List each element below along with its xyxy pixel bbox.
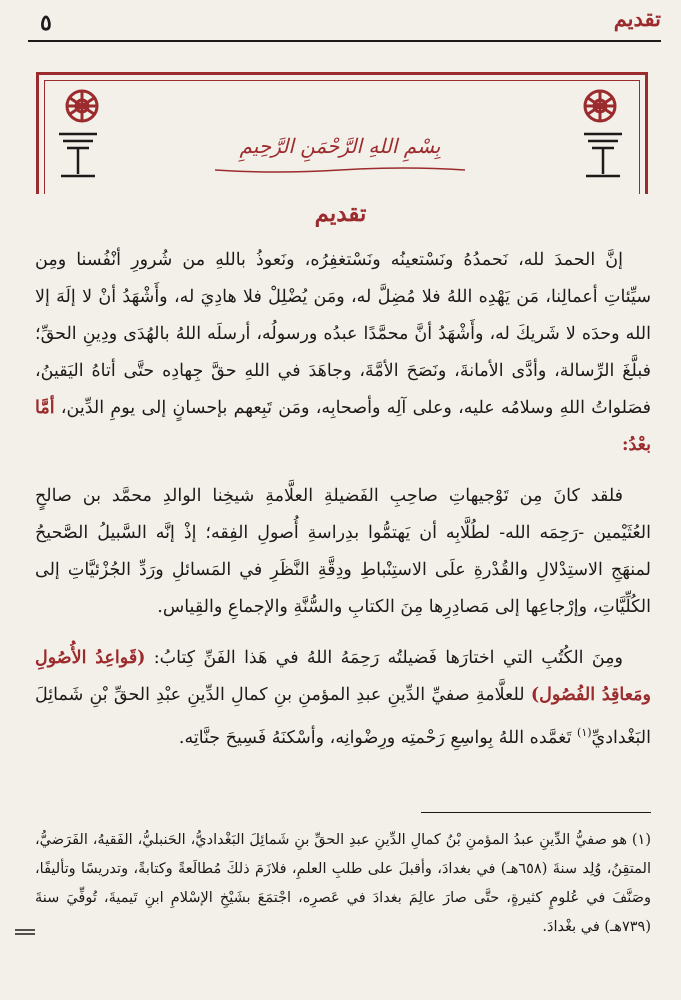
- paragraph-3-start: ومِنَ الكُتُبِ التي اختارَها فَضيلتُه رَحِمَهُ اللهُ في هَذا الفَنِّ كِتابُ:: [153, 648, 623, 668]
- paragraph-3-end: تَغمَّده اللهُ بِواسِعِ رَحْمتِه ورِضْوانِه، وأسْكنَهُ فَسِيحَ جنَّاتِه.: [178, 727, 572, 748]
- amma-bad-phrase: أمَّا بعْدُ:: [35, 398, 651, 455]
- running-title: تقديم: [613, 6, 661, 31]
- knot-ornament-icon: [62, 86, 102, 126]
- paragraph-3-mid: للعلَّامةِ صفيِّ الدِّينِ عبدِ المؤمنِ بنِ كمالِ الدِّينِ عبْدِ الحقِّ بْنِ شَمائِلَ البَغْداديِّ: [35, 685, 651, 748]
- paragraph-3: [35, 640, 651, 757]
- basmala-calligraphy: بِسْمِ اللهِ الرَّحْمَنِ الرَّحِيمِ: [239, 134, 441, 158]
- page-number: ٥: [40, 10, 52, 36]
- section-title: تقديم: [314, 200, 367, 227]
- pillar-ornament-icon: [580, 130, 626, 182]
- paragraph-1: [35, 242, 651, 464]
- footnote-rule: [421, 812, 651, 813]
- basmala-flourish: [215, 166, 465, 174]
- body-text: [35, 242, 651, 757]
- footnote-reference: (١): [577, 726, 592, 739]
- paragraph-1-text: إنَّ الحمدَ لله، نَحمدُهُ ونَسْتعينُه ونَسْتغفِرُه، ونَعوذُ باللهِ من شُرورِ أنْفُسنا ومِن سيِّئاتِ أعمالِنا، مَن يَهْدِه اللهُ فلا مُضِلَّ له، ومَن يُضْلِلْ فلا هادِيَ له، وأَشْهَدُ أنْ لا إلَهَ إلا الله وحدَه لا شَريكَ له، وأَشْهَدُ أنَّ محمَّدًا عبدُه ورسولُه، أرسلَه اللهُ بالهُدَى ودِينِ الحقِّ؛ فبلَّغَ الرِّسالة، وأدَّى الأمانةَ، ونَصَحَ الأمَّةَ، وجاهَدَ في اللهِ حقَّ جِهادِه حتَّى أتاهُ اليَقينُ، فصَلواتُ اللهِ وسلامُه عليه، وعلى آلِه وأصحابِه، ومَن تَبِعهم بإحسانٍ إلى يومِ الدِّين،: [35, 250, 651, 418]
- continuation-mark-icon: [14, 928, 36, 936]
- header-rule: [28, 40, 661, 42]
- book-title: (قَواعِدُ الأُصُولِ ومَعاقِدُ الفُصُول): [35, 648, 651, 705]
- knot-ornament-icon: [580, 86, 620, 126]
- paragraph-2: فلقد كانَ مِن تَوْجيهاتِ صاحِبِ الفَضيلةِ العلَّامةِ شيخِنا الوالدِ محمَّد بن صالحٍ العُثَيْمين -رَحِمَه الله- لطُلَّابِه أن يَهتمُّوا بدِراسةِ أُصولِ الفِقه؛ إذْ إنَّه السَّبيلُ الصَّحيحُ لمنهَجِ الاستِدْلالِ والقُدْرةِ علَى الاستِنْباطِ ودِقَّةِ النَّظَرِ في المَسائلِ ورَدِّ الجُزْئيَّاتِ إلى الكُلِّيَّاتِ، وإرْجاعِها إلى مَصادِرِها مِنَ الكتابِ والسُّنَّةِ والإجماعِ والقِياس.: [35, 486, 651, 617]
- footnote: (١) هو صفيُّ الدِّينِ عبدُ المؤمنِ بْنُ كمالِ الدِّينِ عبدِ الحقِّ بنِ شَمائِلَ البَغْداديُّ، الحَنبليُّ، الفَقيهُ، الفَرَضيُّ، المتقِنُ، وُلِد سنةَ (٦٥٨هـ) في بغدادَ، وأقبلَ على طلبِ العلمِ، فلازَمَ ذلكَ مُطالَعةً وكتابةً، وتدريسًا وتأليفًا، وصَنَّفَ في عُلومٍ كثيرةٍ، حتَّى صارَ عالِمَ بغدادَ في عَصرِه، اجْتمَعَ بشَيْخِ الإسْلامِ ابنِ تَيميةَ، تُوفِّيَ سنةَ (٧٣٩هـ) في بغْدادَ.: [35, 832, 651, 935]
- pillar-ornament-icon: [55, 130, 101, 182]
